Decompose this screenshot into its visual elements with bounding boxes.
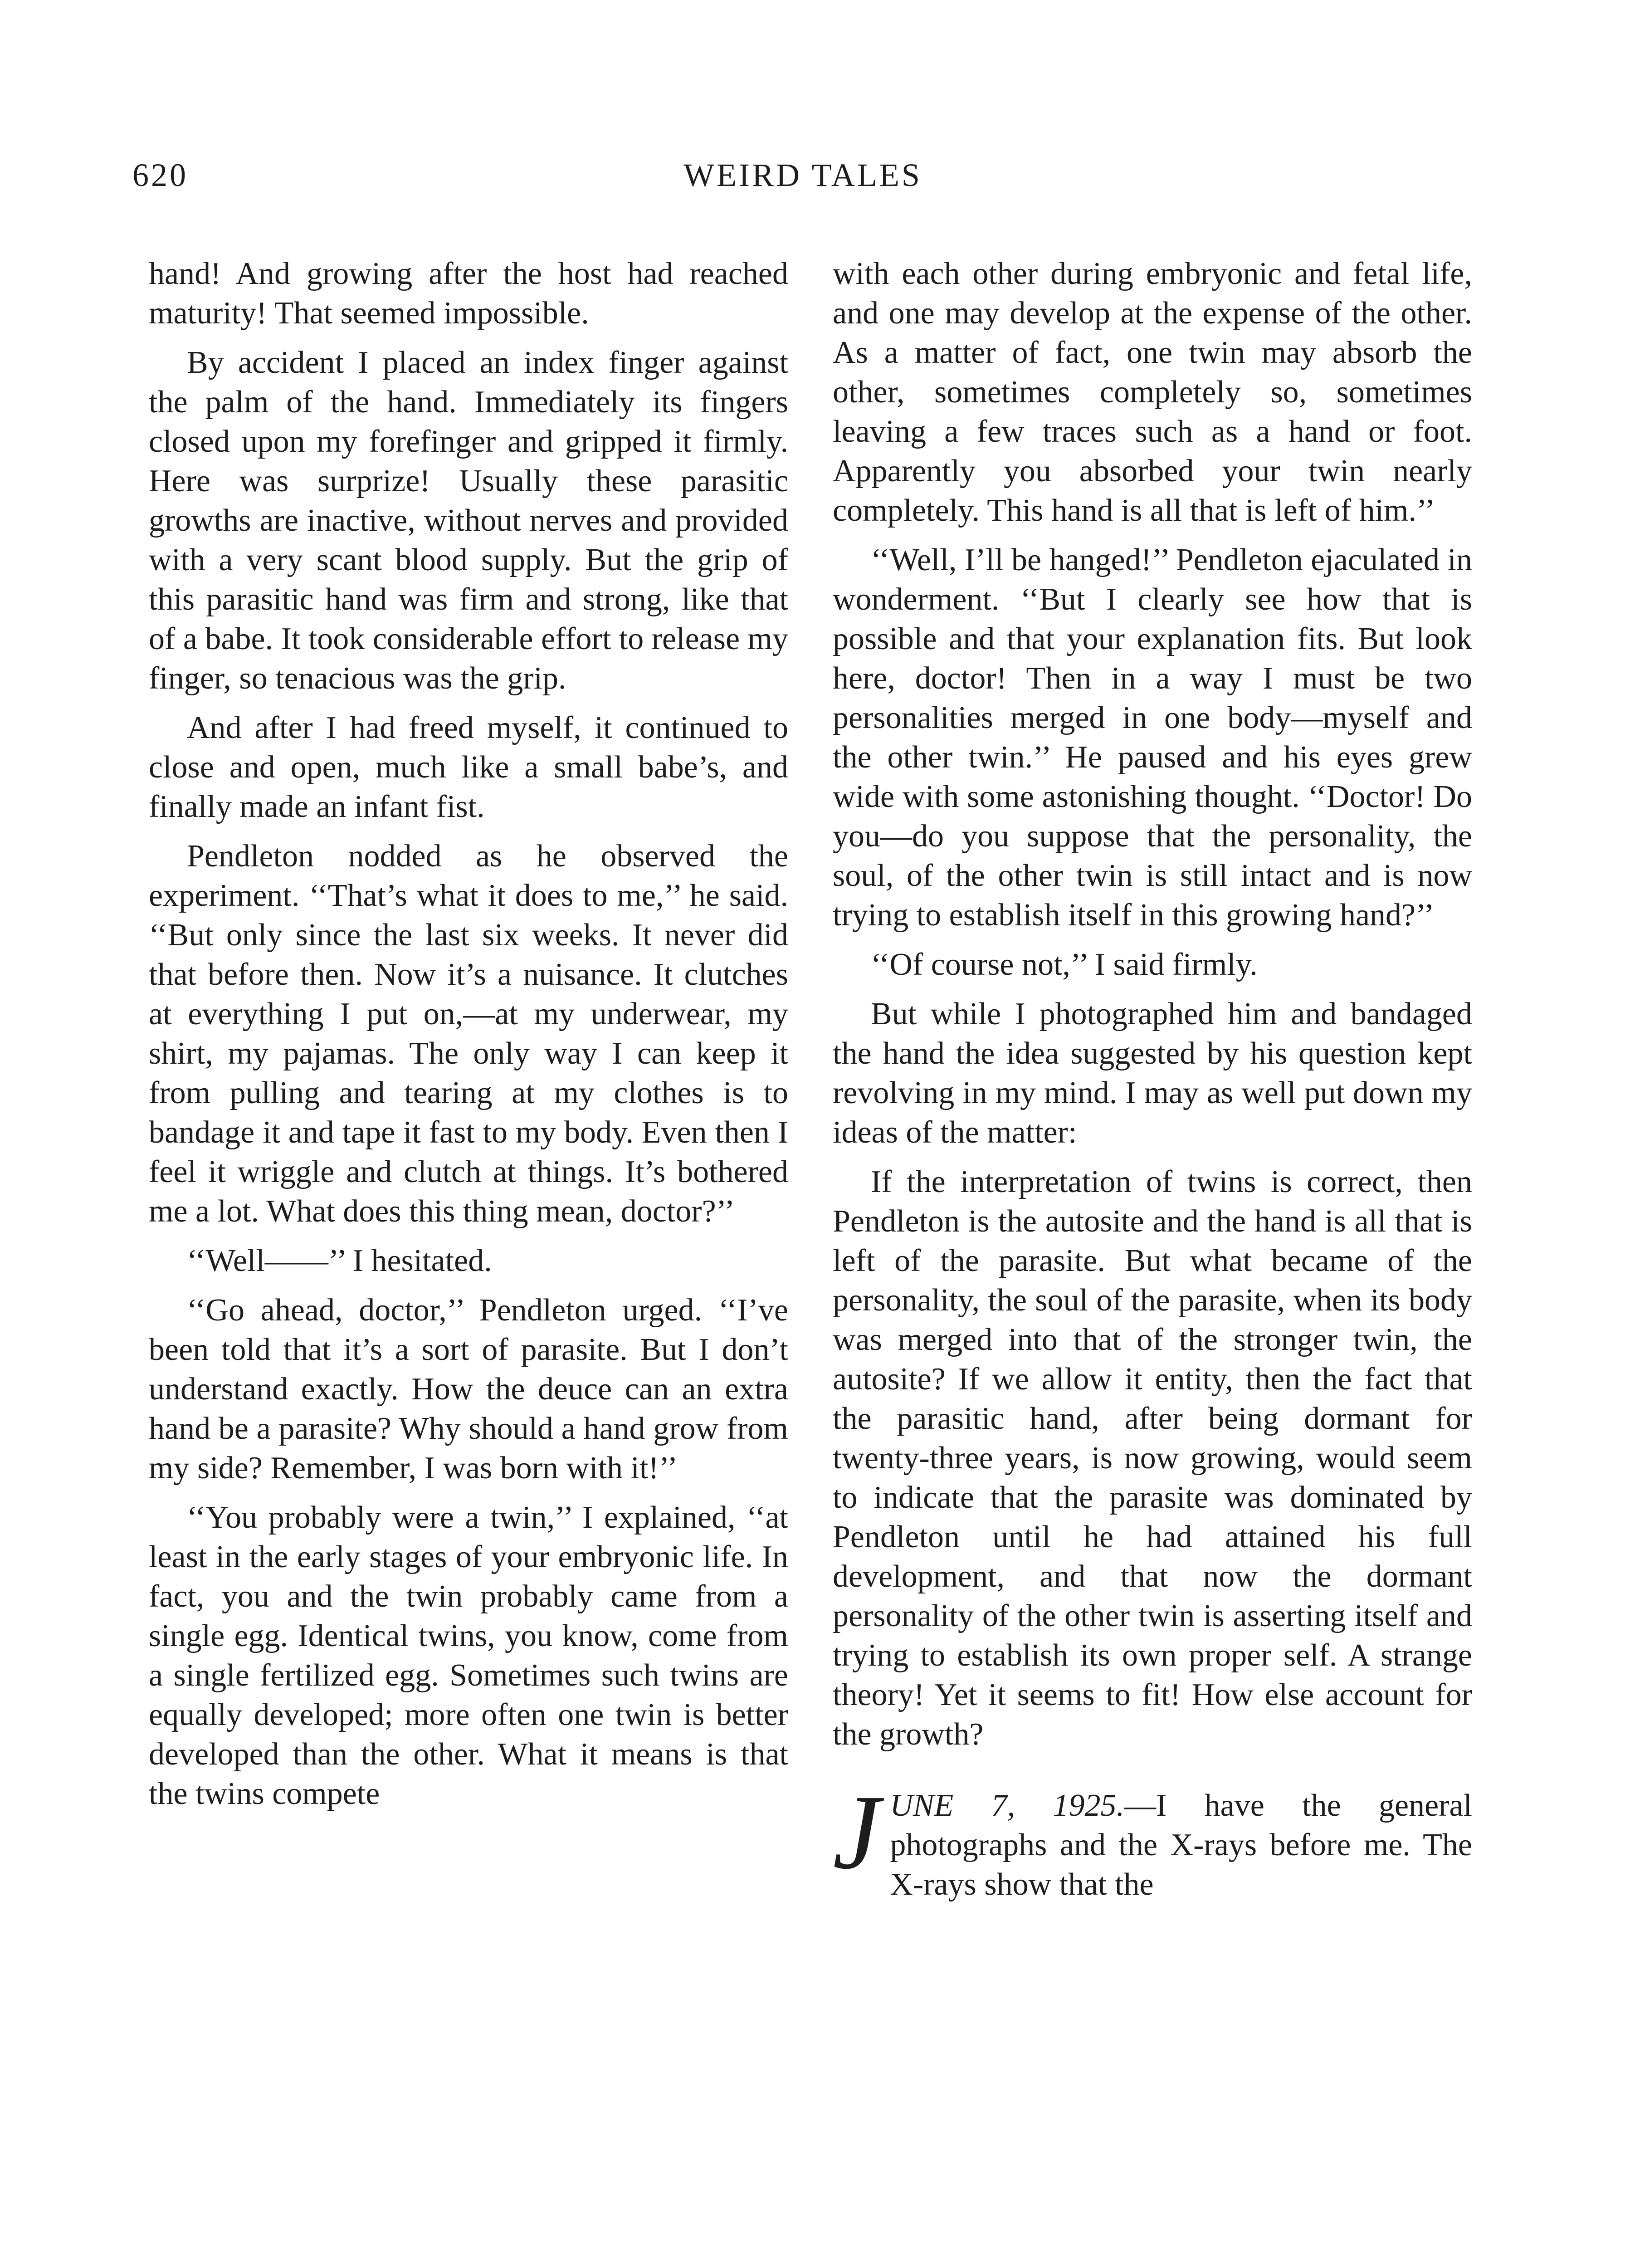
running-title: WEIRD TALES [683,157,922,193]
paragraph: Pendleton nodded as he observed the experiment. ‘‘That’s what it does to me,’’ he said. ‘‘But only since the last six weeks. It never did that before then. Now it’s a nuisance. It clutches at everything I put on,—at my underwear, my shirt, my pajamas. The only way I can keep it from pulling and tearing at my clothes is to bandage it and tape it fast to my body. Even then I feel it wriggle and clutch at things. It’s bothered me a lot. What does this thing mean, doctor?’’ [149,839,788,1229]
paragraph: But while I photographed him and bandaged the hand the idea suggested by his question kept revolving in my mind. I may as well put down my ideas of the matter: [833,997,1472,1150]
paragraph: ‘‘Well, I’ll be hanged!’’ Pendleton ejaculated in wonderment. ‘‘But I clearly see how that is possible and that your explanation fits. But look here, doctor! Then in a way I must be two personalities merged in one body—myself and the other twin.’’ He paused and his eyes grew wide with some astonishing thought. ‘‘Doctor! Do you—do you suppose that the personality, the soul, of the other twin is still intact and is now trying to establish itself in this growing hand?’’ [833,543,1472,933]
paragraph: By accident I placed an index finger against the palm of the hand. Immediately its fingers closed upon my forefinger and gripped it firmly. Here was surprize! Usually these parasitic growths are inactive, without nerves and provided with a very scant blood supply. But the grip of this parasitic hand was firm and strong, like that of a babe. It took considerable effort to release my finger, so tenacious was the grip. [149,345,788,696]
paragraph: hand! And growing after the host had reached maturity! That seemed impossible. [149,256,788,331]
left-column [149,254,788,1823]
paragraph: ‘‘Well——’’ I hesitated. [187,1243,492,1278]
right-column [833,254,1472,1914]
paragraph: If the interpretation of twins is correct, then Pendleton is the autosite and the hand is all that is left of the parasite. But what became of the personality, the soul of the parasite, when its body was merged into that of the stronger twin, the autosite? If we allow it entity, then the fact that the parasitic hand, after being dormant for twenty-three years, is now growing, would seem to indicate that the parasite was dominated by Pendleton until he had attained his full development, and that now the dormant personality of the other twin is asserting itself and trying to establish its own proper self. A strange theory! Yet it seems to fit! How else account for the growth? [833,1164,1472,1752]
page-header [132,156,1473,211]
drop-cap: J [833,1773,880,1891]
paragraph: ‘‘Of course not,’’ I said firmly. [871,947,1258,982]
page-number: 620 [132,157,188,193]
dated-entry [833,1773,1472,1904]
paragraph: ‘‘Go ahead, doctor,’’ Pendleton urged. ‘‘I’ve been told that it’s a sort of parasite. But I don’t understand exactly. How the deuce can an extra hand be a parasite? Why should a hand grow from my side? Remember, I was born with it!’’ [149,1293,788,1486]
paragraph: with each other during embryonic and fetal life, and one may develop at the expense of the other. As a matter of fact, one twin may absorb the other, sometimes completely so, sometimes leaving a few traces such as a hand or foot. Apparently you absorbed your twin nearly completely. This hand is all that is left of him.’’ [833,256,1472,528]
entry-text: —I have the general photographs and the X-rays before me. The X-rays show that the [890,1788,1472,1902]
paragraph: And after I had freed myself, it continued to close and open, much like a small babe’s, and finally made an infant fist. [149,710,788,824]
paragraph: ‘‘You probably were a twin,’’ I explained, ‘‘at least in the early stages of your embryonic life. In fact, you and the twin probably came from a single egg. Identical twins, you know, come from a single fertilized egg. Sometimes such twins are equally developed; more often one twin is better developed than the other. What it means is that the twins compete [149,1500,788,1811]
entry-date: UNE 7, 1925. [890,1788,1125,1823]
